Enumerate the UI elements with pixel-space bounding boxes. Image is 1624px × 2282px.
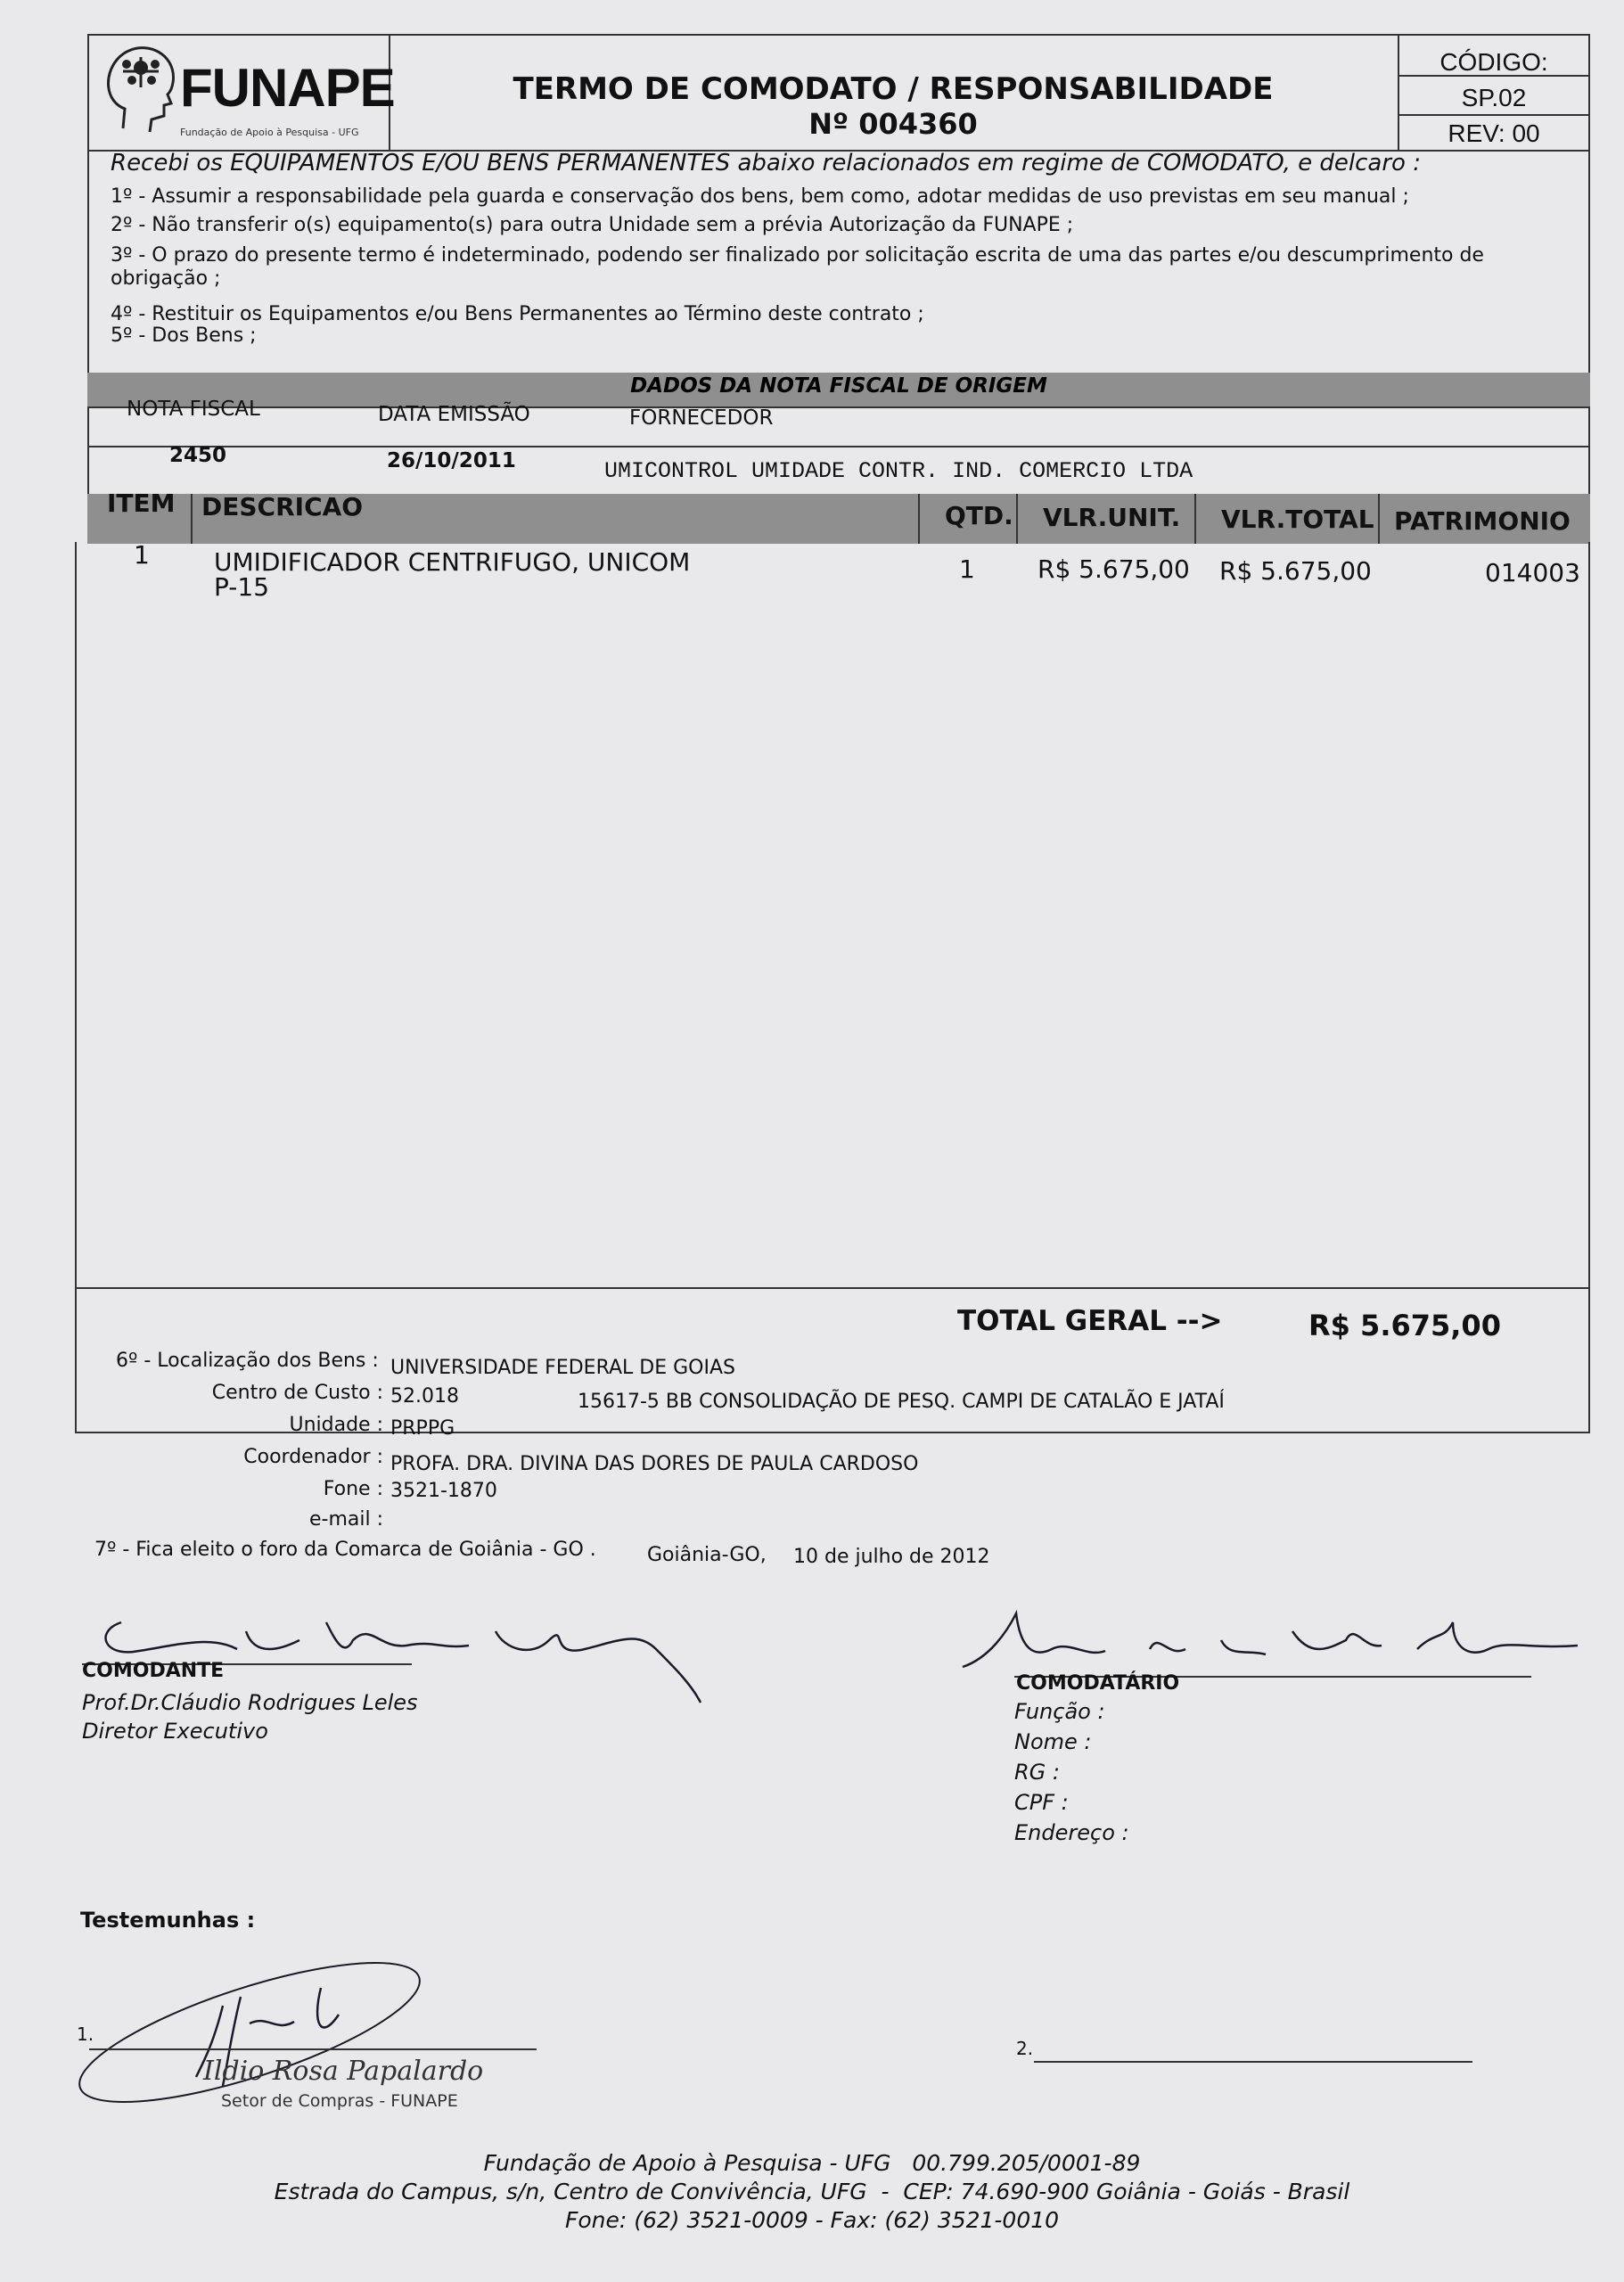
qtd-header: QTD.	[945, 501, 1013, 530]
footer-line-1: Fundação de Apoio à Pesquisa - UFG 00.799.205/0001-89	[483, 2150, 1141, 2176]
comodatario-funcao: Função :	[1014, 1699, 1105, 1724]
row-patrimonio: 014003	[1485, 558, 1580, 587]
comodatario-signature	[954, 1596, 1595, 1685]
vlr-total-header: VLR.TOTAL	[1221, 505, 1374, 534]
clause-4: 4º - Restituir os Equipamentos e/ou Bens Permanentes ao Término deste contrato ;	[111, 303, 924, 325]
row-descricao-2: P-15	[214, 572, 270, 602]
witness-1-number: 1.	[77, 2023, 94, 2045]
clause-1: 1º - Assumir a responsabilidade pela guarda e conservação dos bens, bem como, adotar medidas de uso previstas em seu manual ;	[111, 185, 1409, 208]
funape-logo	[93, 37, 395, 148]
foro-clause: 7º - Fica eleito o foro da Comarca de Goiânia - GO .	[94, 1539, 596, 1561]
data-emissao-header: DATA EMISSÃO	[378, 403, 530, 426]
comodante-role: Diretor Executivo	[82, 1719, 268, 1744]
footer-line-2: Estrada do Campus, s/n, Centro de Convivência, UFG - CEP: 74.690-900 Goiânia - Goiás - Brasil	[274, 2179, 1350, 2204]
clause-2: 2º - Não transferir o(s) equipamento(s) para outra Unidade sem a prévia Autorização da FUNAPE ;	[111, 214, 1074, 236]
patrimonio-header: PATRIMONIO	[1394, 506, 1571, 536]
comodatario-nome: Nome :	[1014, 1729, 1092, 1754]
row-vlr-unit: R$ 5.675,00	[1038, 554, 1190, 584]
items-col-div-1	[191, 494, 193, 544]
data-emissao-value: 26/10/2011	[387, 449, 516, 472]
centro-custo-label: Centro de Custo :	[211, 1382, 383, 1404]
code-divider-2	[1398, 114, 1590, 116]
fornecedor-value: UMICONTROL UMIDADE CONTR. IND. COMERCIO LTDA	[604, 458, 1193, 484]
coordenador-value: PROFA. DRA. DIVINA DAS DORES DE PAULA CARDOSO	[390, 1453, 919, 1475]
clause-3: 3º - O prazo do presente termo é indeterminado, podendo ser finalizado por solicitação escrita de uma das partes e/ou descumprimento de	[111, 244, 1484, 267]
unidade-value: PRPPG	[390, 1417, 455, 1440]
items-col-div-4	[1194, 494, 1196, 544]
stamp-name: Ildio Rosa Papalardo	[203, 2056, 484, 2087]
fone-label: Fone :	[323, 1478, 383, 1500]
foro-city: Goiânia-GO,	[647, 1544, 767, 1566]
nota-fiscal-divider	[87, 446, 1590, 447]
code-value: SP.02	[1461, 84, 1527, 111]
unidade-label: Unidade :	[289, 1414, 383, 1436]
items-body-box	[75, 542, 1590, 1433]
witness-1-signature	[53, 1952, 428, 2113]
witnesses-label: Testemunhas :	[80, 1908, 256, 1933]
comodatario-cpf: CPF :	[1014, 1790, 1069, 1815]
coordenador-label: Coordenador :	[243, 1446, 383, 1468]
item-header: ITEM	[107, 488, 176, 518]
document-number: Nº 004360	[808, 107, 978, 141]
intro-text: Recebi os EQUIPAMENTOS E/OU BENS PERMANENTES abaixo relacionados em regime de COMODATO, e delcaro :	[111, 150, 1421, 176]
items-col-div-5	[1378, 494, 1380, 544]
descricao-header: DESCRICAO	[201, 492, 364, 521]
items-col-div-2	[918, 494, 920, 544]
location-value: UNIVERSIDADE FEDERAL DE GOIAS	[390, 1357, 735, 1379]
witness-2-line	[1034, 2061, 1472, 2063]
centro-custo-desc: 15617-5 BB CONSOLIDAÇÃO DE PESQ. CAMPI DE CATALÃO E JATAÍ	[578, 1391, 1225, 1413]
comodatario-label: COMODATÁRIO	[1016, 1672, 1180, 1695]
nota-fiscal-band-title: DADOS DA NOTA FISCAL DE ORIGEM	[630, 374, 1047, 398]
nota-fiscal-value: 2450	[169, 444, 227, 467]
footer-line-3: Fone: (62) 3521-0009 - Fax: (62) 3521-0010	[564, 2207, 1060, 2233]
comodatario-endereco: Endereço :	[1014, 1820, 1129, 1845]
comodante-name: Prof.Dr.Cláudio Rodrigues Leles	[82, 1690, 418, 1715]
row-qtd: 1	[959, 554, 975, 584]
document-title: TERMO DE COMODATO / RESPONSABILIDADE	[513, 71, 1274, 107]
items-col-div-3	[1016, 494, 1018, 544]
logo-subtitle: Fundação de Apoio à Pesquisa - UFG	[180, 127, 359, 138]
revision: REV: 00	[1448, 119, 1540, 147]
stamp-sector: Setor de Compras - FUNAPE	[221, 2091, 458, 2111]
row-descricao: UMIDIFICADOR CENTRIFUGO, UNICOM	[214, 547, 691, 577]
comodatario-rg: RG :	[1014, 1760, 1060, 1785]
centro-custo-value: 52.018	[390, 1385, 459, 1408]
logo-text: FUNAPE	[180, 58, 395, 118]
row-vlr-total: R$ 5.675,00	[1219, 556, 1372, 586]
clause-5: 5º - Dos Bens ;	[111, 324, 257, 347]
fone-value: 3521-1870	[390, 1480, 497, 1502]
code-label: CÓDIGO:	[1439, 48, 1548, 76]
logo-head-icon	[96, 39, 176, 137]
location-label: 6º - Localização dos Bens :	[116, 1350, 379, 1372]
comodante-label: COMODANTE	[82, 1660, 225, 1682]
witness-2-number: 2.	[1016, 2038, 1034, 2059]
foro-date: 10 de julho de 2012	[793, 1546, 990, 1568]
total-value: R$ 5.675,00	[1308, 1309, 1501, 1342]
fornecedor-header: FORNECEDOR	[629, 406, 774, 430]
email-label: e-mail :	[308, 1508, 383, 1531]
witness-1-line	[89, 2048, 537, 2050]
nota-fiscal-header: NOTA FISCAL	[127, 398, 260, 421]
total-label: TOTAL GERAL -->	[957, 1305, 1223, 1337]
row-item: 1	[134, 540, 150, 570]
items-total-divider	[75, 1287, 1590, 1289]
clause-3-cont: obrigação ;	[111, 267, 221, 290]
vlr-unit-header: VLR.UNIT.	[1043, 503, 1181, 532]
